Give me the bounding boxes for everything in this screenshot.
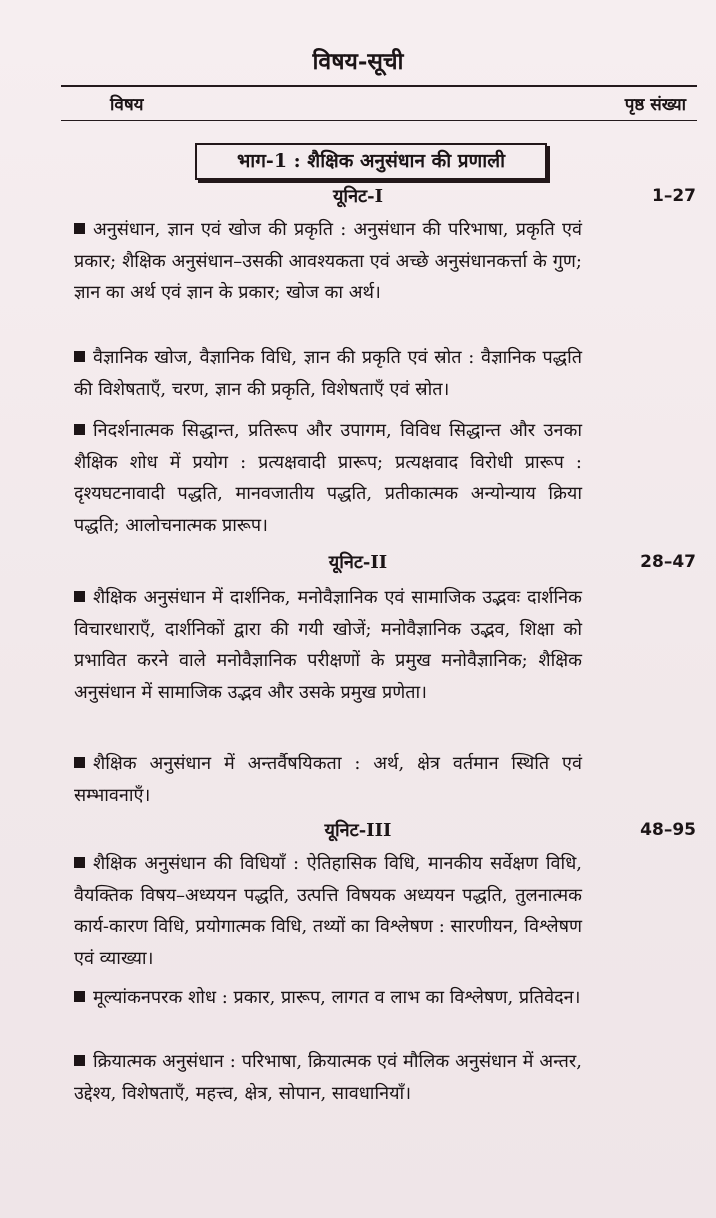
square-bullet-icon — [74, 857, 85, 868]
list-item — [74, 582, 582, 708]
square-bullet-icon — [74, 1055, 85, 1066]
square-bullet-icon — [74, 591, 85, 602]
square-bullet-icon — [74, 757, 85, 768]
list-item-text: शैक्षिक अनुसंधान में दार्शनिक, मनोवैज्ञानिक एवं सामाजिक उद्भवः दार्शनिक विचारधाराएँ, दार्शनिकों द्वारा की गयी खोजें; मनोवैज्ञानिक उद्भव, शिक्षा को प्रभावित करने वाले मनोवैज्ञानिक परीक्षणों के प्रमुख मनोवैज्ञानिक; शैक्षिक अनुसंधान में सामाजिक उद्भव और उसके प्रमुख प्रणेता। — [74, 587, 582, 703]
page-number-column-heading: पृष्ठ संख्या — [624, 95, 686, 115]
list-item — [74, 848, 582, 974]
list-item — [74, 214, 582, 309]
unit-page-range: 1–27 — [652, 186, 696, 206]
list-item — [74, 982, 582, 1014]
list-item — [74, 748, 582, 811]
unit-heading: यूनिट-III — [324, 820, 392, 841]
list-item-text: निदर्शनात्मक सिद्धान्त, प्रतिरूप और उपागम, विविध सिद्धान्त और उनका शैक्षिक शोध में प्रयोग : प्रत्यक्षवादी प्रारूप; प्रत्यक्षवाद विरोधी प्रारूप : दृश्यघटनावादी पद्धति, मानवजातीय पद्धति, प्रतीकात्मक अन्योन्याय क्रिया पद्धति; आलोचनात्मक प्रारूप। — [74, 420, 582, 536]
list-item — [74, 415, 582, 541]
list-item-text: अनुसंधान, ज्ञान एवं खोज की प्रकृति : अनुसंधान की परिभाषा, प्रकृति एवं प्रकार; शैक्षिक अनुसंधान–उसकी आवश्यकता एवं अच्छे अनुसंधानकर्त्ता के गुण; ज्ञान का अर्थ एवं ज्ञान के प्रकार; खोज का अर्थ। — [74, 219, 582, 303]
list-item — [74, 342, 582, 405]
square-bullet-icon — [74, 991, 85, 1002]
list-item-text: क्रियात्मक अनुसंधान : परिभाषा, क्रियात्मक एवं मौलिक अनुसंधान में अन्तर, उद्देश्य, विशेषताएँ, महत्त्व, क्षेत्र, सोपान, सावधानियाँ। — [74, 1051, 582, 1104]
list-item — [74, 1046, 582, 1109]
unit-page-range: 28–47 — [640, 552, 696, 572]
header-bottom-rule — [61, 120, 697, 121]
part-title-box: भाग-1 : शैक्षिक अनुसंधान की प्रणाली — [195, 143, 547, 180]
list-item-text: मूल्यांकनपरक शोध : प्रकार, प्रारूप, लागत व लाभ का विश्लेषण, प्रतिवेदन। — [93, 987, 581, 1008]
list-item-text: वैज्ञानिक खोज, वैज्ञानिक विधि, ज्ञान की प्रकृति एवं स्रोत : वैज्ञानिक पद्धति की विशेषताएँ, चरण, ज्ञान की प्रकृति, विशेषताएँ एवं स्रोत। — [74, 347, 582, 400]
page-title: विषय-सूची — [312, 48, 404, 75]
unit-heading: यूनिट-II — [328, 552, 388, 573]
square-bullet-icon — [74, 223, 85, 234]
list-item-text: शैक्षिक अनुसंधान में अन्तर्वैषयिकता : अर्थ, क्षेत्र वर्तमान स्थिति एवं सम्भावनाएँ। — [74, 753, 582, 806]
subject-column-heading: विषय — [110, 95, 144, 115]
square-bullet-icon — [74, 351, 85, 362]
square-bullet-icon — [74, 424, 85, 435]
header-top-rule — [61, 85, 697, 87]
unit-page-range: 48–95 — [640, 820, 696, 840]
list-item-text: शैक्षिक अनुसंधान की विधियाँ : ऐतिहासिक विधि, मानकीय सर्वेक्षण विधि, वैयक्तिक विषय–अध्ययन पद्धति, उत्पत्ति विषयक अध्ययन पद्धति, तुलनात्मक कार्य-कारण विधि, प्रयोगात्मक विधि, तथ्यों का विश्लेषण : सारणीयन, विश्लेषण एवं व्याख्या। — [74, 853, 582, 969]
unit-heading: यूनिट-I — [332, 186, 384, 207]
